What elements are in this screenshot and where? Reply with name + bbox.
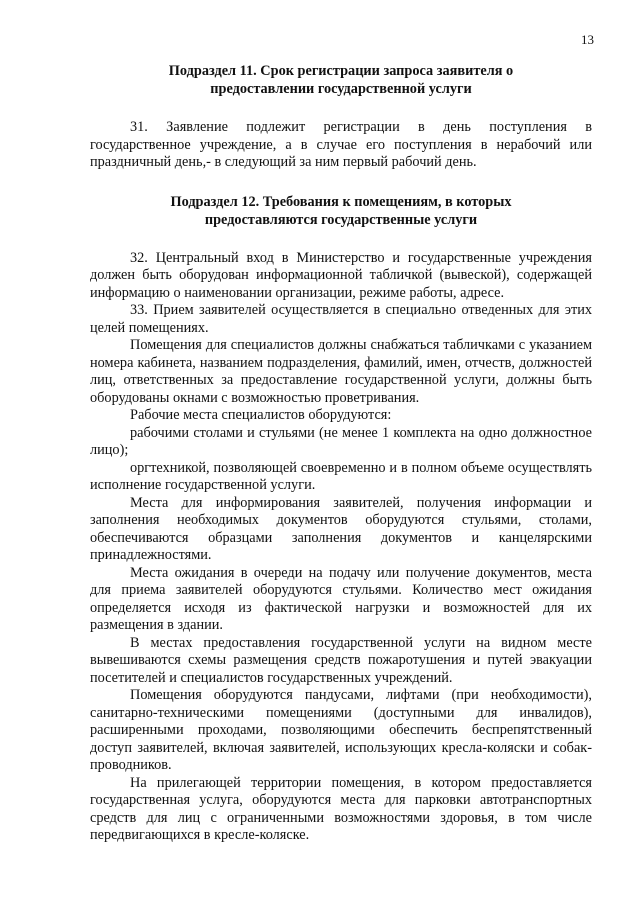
heading-line: предоставляются государственные услуги <box>204 211 478 228</box>
paragraph-desks-chairs: рабочими столами и стульями (не менее 1 комплекта на одно должностное лицо); <box>90 424 592 458</box>
page-number: 13 <box>581 32 594 47</box>
paragraph-31: 31. Заявление подлежит регистрации в день поступления в государственное учреждение, а в случае его поступления в нерабочий или праздничный день,- в следующий за ним первый рабочий день. <box>90 119 592 170</box>
document-body <box>90 58 592 845</box>
paragraph-parking: На прилегающей территории помещения, в котором предоставляется государственная услуга, оборудуются места для парковки автотранспортных средств для лиц с ограниченными возможностями здоровья, в том числе передвигающихся в кресле-коляске. <box>90 774 592 843</box>
heading-line: Подраздел 12. Требования к помещениям, в которых <box>170 193 512 210</box>
paragraph-specialist-rooms: Помещения для специалистов должны снабжаться табличками с указанием номера кабинета, названием подразделения, фамилий, имен, отчеств, должностей лиц, ответственных за предоставление государственной услуги, должны быть оборудованы окнами с возможностью проветривания. <box>90 337 592 406</box>
heading-line: Подраздел 11. Срок регистрации запроса заявителя о <box>168 63 514 79</box>
paragraph-accessibility: Помещения оборудуются пандусами, лифтами (при необходимости), санитарно-техническими помещениями (доступными для инвалидов), расширенными проходами, позволяющими обеспечить беспрепятственный доступ заявителей, включая заявителей, использующих кресла-коляски и собак-проводников. <box>90 687 592 773</box>
paragraph-33: 33. Прием заявителей осуществляется в специально отведенных для этих целей помещениях. <box>90 302 592 336</box>
paragraph-waiting-places: Места ожидания в очереди на подачу или получение документов, места для приема заявителей оборудуются стульями. Количество мест ожидания определяется исходя из фактической нагрузки и возможностей для их размещения в здании. <box>90 564 592 633</box>
paragraph-info-places: Места для информирования заявителей, получения информации и заполнения необходимых документов оборудуются стульями, столами, обеспечиваются образцами заполнения документов и канцелярскими принадлежностями. <box>90 494 592 563</box>
section-heading-12 <box>90 193 592 229</box>
paragraph-workplaces: Рабочие места специалистов оборудуются: <box>130 407 392 423</box>
paragraph-office-equipment: оргтехникой, позволяющей своевременно и в полном объеме осуществлять исполнение государственной услуги. <box>90 459 592 493</box>
section-heading-11 <box>90 62 592 98</box>
paragraph-32: 32. Центральный вход в Министерство и государственные учреждения должен быть оборудован информационной табличкой (вывеской), содержащей информацию о наименовании организации, режиме работы, адресе. <box>90 249 592 301</box>
heading-line: предоставлении государственной услуги <box>210 81 472 97</box>
paragraph-evacuation-schemes: В местах предоставления государственной услуги на видном месте вывешиваются схемы размещения средств пожаротушения и путей эвакуации посетителей и специалистов государственных учреждений. <box>90 634 592 686</box>
